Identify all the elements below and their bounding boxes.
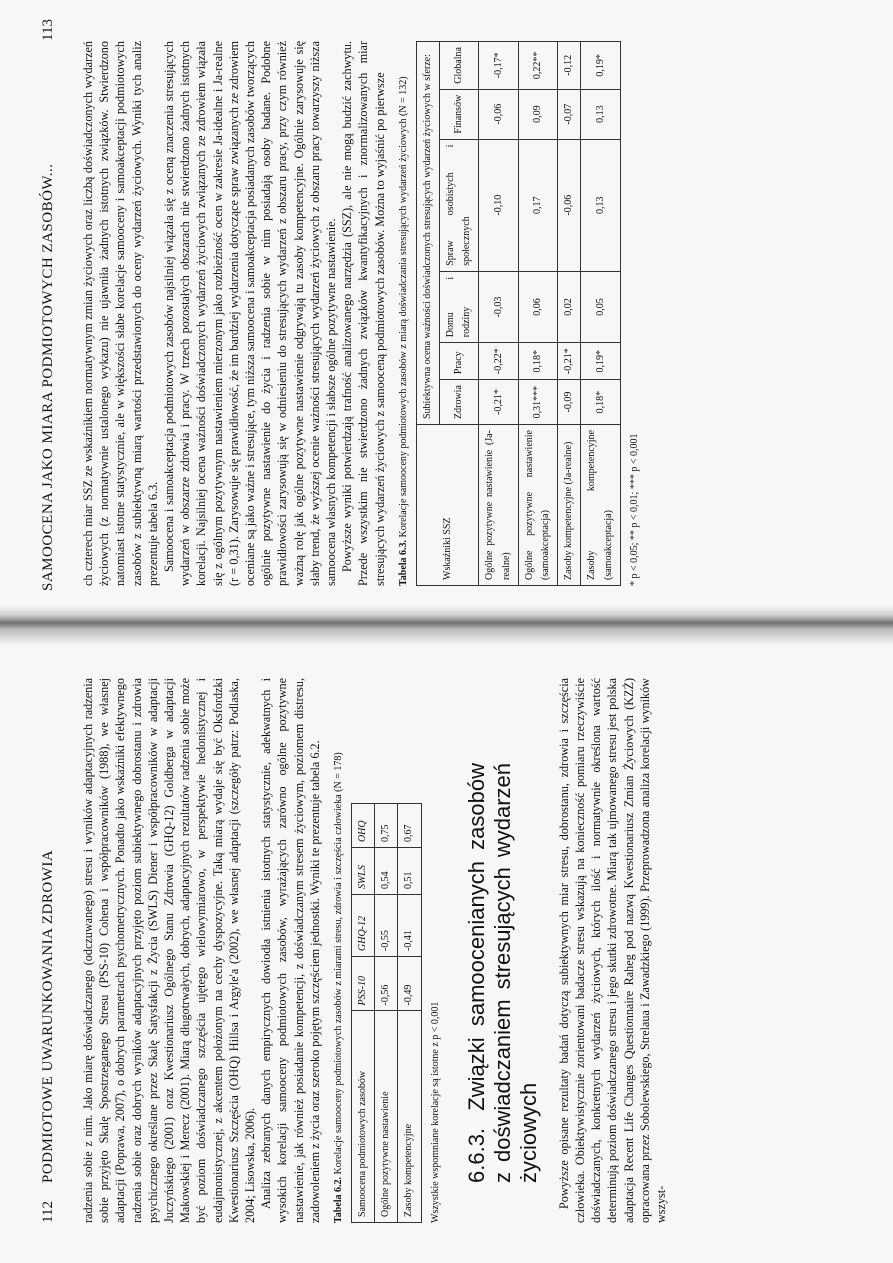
table-cell: -0,06	[479, 89, 518, 139]
table-cell: -0,55	[375, 895, 398, 957]
table-cell: -0,22*	[479, 343, 518, 380]
table-6-3-row-label: Zasoby kompetencyjne (samoakceptacja)	[581, 425, 620, 586]
table-cell: -0,03	[479, 271, 518, 342]
page-number-left: 112	[40, 1201, 56, 1223]
table-cell: -0,07	[558, 89, 581, 139]
table-cell: -0,09	[558, 380, 581, 425]
table-cell: -0,56	[375, 956, 398, 1010]
table-6-2-note: Wszystkie wspomniane korelacje są istotne z p < 0,001	[429, 1001, 441, 1223]
table-6-3-column-header: Globalna	[440, 42, 479, 90]
table-cell: -0,10	[479, 139, 518, 271]
table-cell: -0,49	[398, 956, 421, 1010]
table-6-2-header: PSS-10	[352, 956, 375, 1010]
table-6-3-caption-text: Korelacje samooceny podmiotowych zasobów z miarą doświadczania stresujących wydarzeń życiowych (N = 132)	[397, 76, 409, 538]
table-row	[375, 804, 398, 1223]
running-header-right: SAMOOCENA JAKO MIARA PODMIOTOWYCH ZASOBÓW...	[40, 163, 56, 591]
table-cell: -0,21*	[558, 343, 581, 380]
table-6-3-column-header: Spraw osobistych i społecznych	[440, 139, 479, 271]
table-cell: 0,54	[375, 848, 398, 895]
table-cell: -0,17*	[479, 42, 518, 90]
left-paragraph-3: Powyższe opisane rezultaty badań dotyczą subiektywnych miar stresu, dobrostanu, zdrowia i szczęścia człowieka. Obiektywistycznie zorientowani badacze stresu wskazują na konieczność pomiaru rzeczywiście doświadczanych, konkretnych wydarzeń życiowych, których ilość i normatywnie określona wartość determinują poziom doświadczanego stresu i jego skutki zdrowotne. Miarą tak ujmowanego stresu jest polska adaptacja Recent Life Changes Questionnaire Raheg pod nazwą Kwestionariusz Zmian Życiowych (KZŻ) opracowana przez Sobolewskiego, Strelaua i Zawadzkiego (1999). Przeprowadzona analiza korelacji wyników wszyst-	[556, 678, 669, 1223]
table-6-2-row-label: Ogólne pozytywne nastawienie	[375, 1011, 398, 1223]
table-cell: 0,05	[581, 271, 620, 342]
table-cell: 0,18*	[518, 343, 557, 380]
table-6-3-label: Tabela 6.3.	[397, 539, 409, 586]
table-row	[518, 42, 557, 586]
table-cell: 0,19*	[581, 343, 620, 380]
table-6-2-row-label: Zasoby kompetencyjne	[398, 1011, 421, 1223]
table-row	[479, 42, 518, 586]
table-cell: 0,13	[581, 139, 620, 271]
table-6-2-header-row	[352, 804, 375, 1223]
right-paragraph-1: ch czterech miar SSZ ze wskaźnikiem normatywnym zmian życiowych oraz liczbą doświadczonych wydarzeń życiowych (z normatywnie ustalonego wykazu) nie ujawniła żadnych istotnych związków. Stwierdzono natomiast istotne statystycznie, ale w większości słabe korelacje samooceny i samoakceptacji podmiotowych zasobów z subiektywną miarą wartości przedstawionych do oceny wydarzeń życiowych. Wyniki tych analiz prezentuje tabela 6.3.	[81, 41, 160, 586]
table-cell: 0,75	[375, 804, 398, 848]
left-text-column	[80, 678, 669, 1223]
table-cell: 0,02	[558, 271, 581, 342]
table-6-3-corner-header: Wskaźniki SSZ	[416, 425, 479, 586]
table-cell: 0,19*	[581, 42, 620, 90]
table-6-2-header: OHQ	[352, 804, 375, 848]
table-6-3-row-label: Zasoby kompetencyjne (Ja-realne)	[558, 425, 581, 586]
table-6-2-header: SWLS	[352, 848, 375, 895]
table-6-2-header: Samoocena podmiotowych zasobów	[352, 1011, 375, 1223]
table-6-2-label: Tabela 6.2.	[333, 1176, 345, 1223]
section-title: Związki samoocenianych zasobów z doświadczaniem stresujących wydarzeń życiowych	[463, 763, 541, 1183]
table-cell: -0,41	[398, 895, 421, 957]
left-paragraph-1: radzenia sobie z nim. Jako miarę doświadczanego (odczuwanego) stresu i wyników adaptacyjnych radzenia sobie przyjęto Skalę Spostrzeganego Stresu (PSS-10) Cohena i współpracowników (1988), we własnej adaptacji (Poprawa, 2007), o dobrych parametrach psychometrycznych. Ponadto jako wskaźniki efektywnego radzenia sobie oraz dobrych wyników adaptacyjnych przyjęto poziom subiektywnego dobrostanu i zdrowia psychicznego określane przez Skalę Satysfakcji z Życia (SWLS) Diener i współpracowników w adaptacji Juczyńskiego (2001) oraz Kwestionariusz Ogólnego Stanu Zdrowia (GHQ-12) Goldberga w adaptacji Makowskiej i Merecz (2001). Miarą długotrwałych, dobrych, adaptacyjnych rezultatów radzenia sobie może być poziom doświadczanego szczęścia ujętego wielowymiarowo, w perspektywie hedonistycznej i eudajmonistycznej, z akcentem położonym na cechy dyspozycyjne. Taką miarą wydaje się być Oksfordzki Kwestionariusz Szczęścia (OHQ) Hillsa i Argyle'a (2002), we własnej adaptacji (szczegóły patrz: Podlaska, 2004; Lisowska, 2006).	[81, 678, 258, 1223]
table-cell: 0,13	[581, 89, 620, 139]
table-6-3-caption	[398, 41, 410, 586]
table-6-3-column-header: Pracy	[440, 343, 479, 380]
table-cell: 0,09	[518, 89, 557, 139]
left-paragraph-2: Analiza zebranych danych empirycznych dowiodła istnienia istotnych statystycznie, adekwatnych i wysokich korelacji samooceny podmiotowych zasobów, wyrażających zarówno ogólne pozytywne nastawienie, jak również posiadanie kompetencji, z doświadczanym stresem życiowym, poziomem distresu, zadowoleniem z życia oraz szeroko pojętym szczęściem jednostki. Wyniki te prezentuje tabela 6.2.	[259, 678, 322, 1223]
section-heading	[464, 763, 542, 1183]
right-page	[0, 0, 893, 631]
table-cell: 0,06	[518, 271, 557, 342]
table-cell: 0,51	[398, 848, 421, 895]
table-6-3-note: * p < 0,05; ** p < 0,01; *** p < 0,001	[628, 433, 640, 586]
table-6-3-row-label: Ogólne pozytywne nastawienie (Ja-realne)	[479, 425, 518, 586]
table-cell: 0,18*	[581, 380, 620, 425]
table-6-3	[416, 41, 621, 586]
table-6-2-caption-text: Korelacje samooceny podmiotowych zasobów z miarami stresu, zdrowia i szczęścia człowieka (N = 178)	[333, 752, 345, 1175]
table-cell: -0,06	[558, 139, 581, 271]
table-6-2-caption	[333, 678, 345, 1223]
right-paragraph-3: Powyższe wyniki potwierdzają trafność analizowanego narzędzia (SSZ), ale nie mogą budzić zachwytu. Przede wszystkim nie stwierdzono żadnych związków kwantyfikacyjnych i znormalizowanych miar stresujących wydarzeń życiowych z samooceną podmiotowych zasobów. Można to wyjaśnić po pierwsze	[340, 41, 387, 586]
table-cell: 0,22**	[518, 42, 557, 90]
table-cell: 0,31***	[518, 380, 557, 425]
table-cell: 0,67	[398, 804, 421, 848]
table-cell: -0,21*	[479, 380, 518, 425]
table-6-2-header: GHQ-12	[352, 895, 375, 957]
section-number: 6.6.3.	[463, 1127, 489, 1183]
table-6-3-header-row-1	[416, 42, 439, 586]
running-header-left: PODMIOTOWE UWARUNKOWANIA ZDROWIA	[40, 849, 56, 1183]
table-row	[558, 42, 581, 586]
table-6-3-row-label: Ogólne pozytywne nastawienie (samoakceptacja)	[518, 425, 557, 586]
right-text-column	[80, 41, 643, 586]
left-page	[0, 632, 893, 1263]
table-6-3-column-header: Finansów	[440, 89, 479, 139]
table-6-3-column-header: Zdrowia	[440, 380, 479, 425]
table-6-2	[351, 803, 422, 1223]
table-row	[581, 42, 620, 586]
table-6-3-column-header: Domu i rodziny	[440, 271, 479, 342]
page-number-right: 113	[40, 19, 56, 41]
table-cell: -0,12	[558, 42, 581, 90]
table-6-3-group-header: Subiektywna ocena ważności doświadczonych stresujących wydarzeń życiowych w sferze:	[416, 42, 439, 425]
table-cell: 0,17	[518, 139, 557, 271]
table-row	[398, 804, 421, 1223]
right-paragraph-2: Samoocena i samoakceptacja podmiotowych zasobów najsilniej wiązała się z oceną znaczenia stresujących wydarzeń w obszarze zdrowia i pracy. W trzech pozostałych obszarach nie stwierdzono żadnych istotnych korelacji. Najsilniej ocena ważności doświadczonych wydarzeń życiowych związanych ze zdrowiem wiązała się z ogólnym pozytywnym nastawieniem mierzonym jako rozbieżność ocen w zakresie Ja-idealne i Ja-realne (r = 0,31). Zarysowuje się prawidłowość, że im bardziej wydarzenia dotyczące spraw związanych ze zdrowiem oceniane są jako ważne i stresujące, tym niższa samoocena i samoakceptacja posiadanych zasobów tworzących ogólnie pozytywne nastawienie do życia i radzenia sobie w nim posiadają osoby badane. Podobne prawidłowości zarysowują się w odniesieniu do stresujących wydarzeń z obszaru pracy, przy czym również ważną rolę jak ogólne pozytywne nastawienie odgrywają tu zasoby kompetencyjne. Ogólnie zarysowuje się słaby trend, że wyższej ocenie ważności stresujących wydarzeń życiowych z obszaru pracy towarzyszy niższa samoocena własnych kompetencji i słabsze ogólne pozytywne nastawienie.	[162, 41, 339, 586]
